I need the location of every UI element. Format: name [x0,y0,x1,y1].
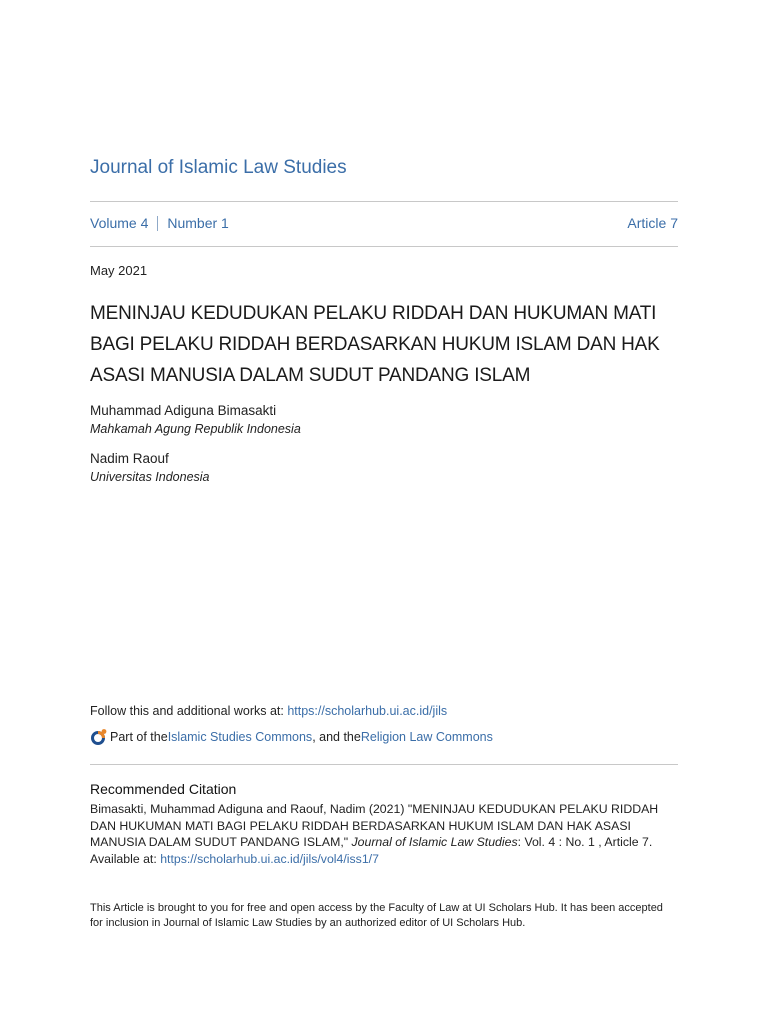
follow-line [90,704,447,718]
author-name-2: Nadim Raouf [90,451,169,466]
available-url-link[interactable]: https://scholarhub.ui.ac.id/jils/vol4/iss1/7 [160,851,379,866]
part-of-line [90,728,493,746]
citation-volume: : Vol. 4 : No. 1 , Article 7. [517,835,653,849]
citation-journal: Journal of Islamic Law Studies [351,835,518,849]
part-of-middle: , and the [312,730,361,744]
available-prefix: Available at: [90,851,161,866]
publication-date: May 2021 [90,263,148,278]
religion-law-commons-link[interactable]: Religion Law Commons [360,730,493,744]
volume-link[interactable]: Volume 4 [90,215,149,231]
number-link[interactable]: Number 1 [167,215,229,231]
article-title: MENINJAU KEDUDUKAN PELAKU RIDDAH DAN HUKUMAN MATI BAGI PELAKU RIDDAH BERDASARKAN HUKUM ISLAM DAN HAK ASASI MANUSIA DALAM SUDUT PANDANG ISLAM [90,303,660,386]
part-of-prefix: Part of the [110,730,168,744]
network-logo-icon [90,728,108,746]
citation-block [90,801,680,867]
top-divider [90,201,678,202]
author-name-1: Muhammad Adiguna Bimasakti [90,403,277,418]
access-note: This Article is brought to you for free and open access by the Faculty of Law at UI Scholars Hub. It has been accepted for inclusion in Journal of Islamic Law Studies by an authorized editor of UI Scholars Hub. [90,902,663,929]
article-link[interactable]: Article 7 [627,215,678,231]
cover-page [90,0,678,1024]
islamic-studies-commons-link[interactable]: Islamic Studies Commons [167,730,313,744]
issue-bar [90,214,678,232]
recommended-citation-heading: Recommended Citation [90,781,237,797]
citation-text: Bimasakti, Muhammad Adiguna and Raouf, Nadim (2021) "MENINJAU KEDUDUKAN PELAKU RIDDAH DAN HUKUMAN MATI BAGI PELAKU RIDDAH BERDASARKAN HUKUM ISLAM DAN HAK ASASI MANUSIA DALAM SUDUT PANDANG ISLAM," [90,802,659,849]
issue-separator [157,216,158,231]
follow-url-link[interactable]: https://scholarhub.ui.ac.id/jils [287,704,448,718]
follow-prefix: Follow this and additional works at: [90,704,288,718]
issue-divider [90,246,678,247]
journal-title-link[interactable]: Journal of Islamic Law Studies [90,157,347,178]
author-affiliation-1: Mahkamah Agung Republik Indonesia [90,422,301,436]
author-affiliation-2: Universitas Indonesia [90,470,210,484]
citation-divider [90,764,678,765]
